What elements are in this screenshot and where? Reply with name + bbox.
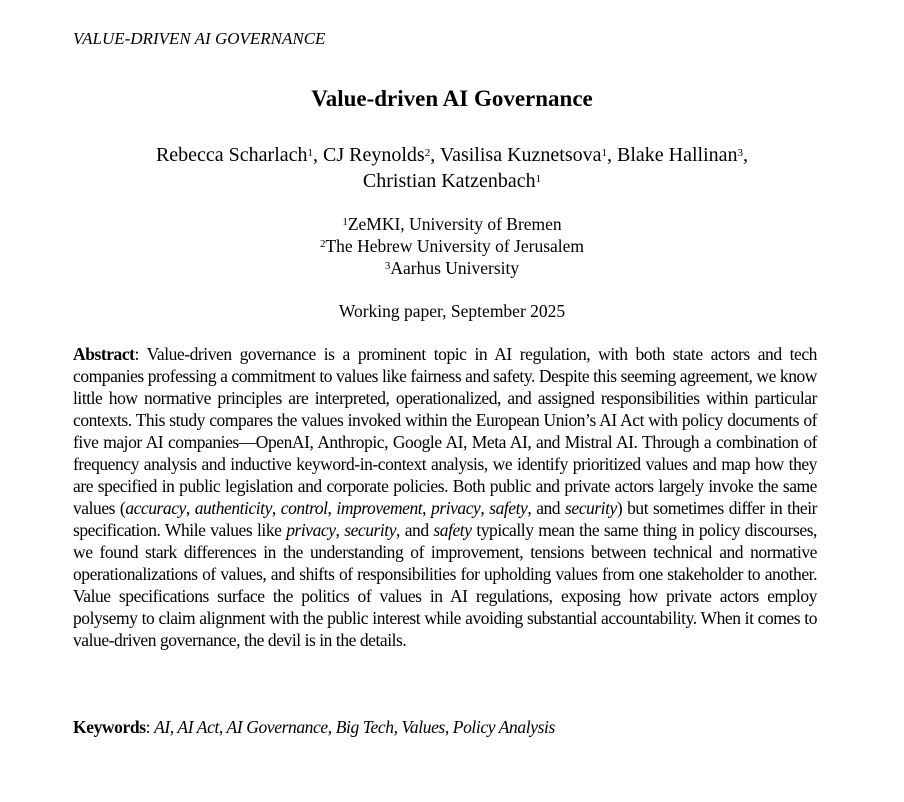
value-term: security (565, 498, 617, 518)
paper-title: Value-driven AI Governance (311, 86, 593, 111)
value-term: safety (489, 498, 528, 518)
author: Blake Hallinan$^3$, (617, 144, 749, 166)
keywords-label: Keywords (73, 717, 146, 737)
affiliation-marker: 1 (601, 147, 607, 159)
abstract-label: Abstract (73, 344, 135, 364)
value-term: control (280, 498, 328, 518)
affiliation: $^1$ZeMKI, University of Bremen (342, 214, 562, 234)
author-list (60, 142, 844, 194)
author: Vasilisa Kuznetsova$^1$, (439, 144, 617, 166)
affiliation-marker: 3 (737, 147, 744, 159)
value-term: authenticity (194, 498, 272, 518)
keywords: Keywords: AI, AI Act, AI Governance, Big Tech, Values, Policy Analysis (73, 717, 555, 737)
abstract-text: Value-driven governance is a prominent topic in AI regulation, with both state actors and tech companies professing a commitment to values like fairness and safety. Despite this seeming agreement, we know little how normative principles are interpreted, operationalized, and assigned responsibilities within particular contexts. This study compares the values invoked within the European Union’s AI Act with policy documents of five major AI companies—OpenAI, Anthropic, Google AI, Meta AI, and Mistral AI. Through a combination of frequency analysis and inductive keyword-in-context analysis, we identify prioritized values and map how they are specified in public legislation and corporate policies. Both public and private actors largely invoke the same values (accuracy, authenticity, control, improvement, privacy, safety, and security) but sometimes differ in their specification. While values like privacy, security, and safety typically mean the same thing in policy discourses, we found stark differences in the understanding of improvement, tensions between technical and normative operationalizations of values, and shifts of responsibilities for upholding values from one stakeholder to another. Value specifications surface the politics of values in AI regulations, exposing how private actors employ polysemy to claim alignment with the public interest while avoiding substantial accountability. When it comes to value-driven governance, the devil is in the details. (73, 344, 818, 650)
affiliation-marker: 1 (307, 147, 314, 159)
author: Rebecca Scharlach$^1$, (155, 144, 324, 166)
value-term: privacy (431, 498, 481, 518)
abstract: Abstract: Value-driven governance is a prominent topic in AI regulation, with both state actors and tech companies professing a commitment to values like fairness and safety. Despite this seeming agreement, we know little how normative principles are interpreted, operationalized, and assigned responsibilities within particular contexts. This study compares the values invoked within the European Union’s AI Act with policy documents of five major AI companies—OpenAI, Anthropic, Google AI, Meta AI, and Mistral AI. Through a combination of frequency analysis and inductive keyword-in-context analysis, we identify prioritized values and map how they are specified in public legislation and corporate policies. Both public and private actors largely invoke the same values (accuracy, authenticity, control, improvement, privacy, safety, and security) but sometimes differ in their specification. While values like privacy, security, and safety typically mean the same thing in policy discourses, we found stark differences in the understanding of improvement, tensions between technical and normative operationalizations of values, and shifts of responsibilities for upholding values from one stakeholder to another. Value specifications surface the politics of values in AI regulations, exposing how private actors employ polysemy to claim alignment with the public interest while avoiding substantial accountability. When it comes to value-driven governance, the devil is in the details. (73, 344, 818, 650)
value-term: security (344, 520, 397, 540)
running-head: VALUE-DRIVEN AI GOVERNANCE (73, 29, 326, 48)
affiliation-list (0, 213, 904, 279)
value-term: safety (433, 520, 472, 540)
value-term: privacy (286, 520, 336, 540)
affiliation: $^2$The Hebrew University of Jerusalem (319, 236, 585, 256)
keywords-value: AI, AI Act, AI Governance, Big Tech, Values, Policy Analysis (154, 717, 555, 737)
working-paper-date: Working paper, September 2025 (338, 301, 566, 321)
affiliation: $^3$Aarhus University (384, 258, 520, 278)
author: CJ Reynolds$^2$, (323, 144, 440, 166)
affiliation-marker: 1 (535, 173, 542, 185)
value-term: accuracy (125, 498, 186, 518)
affiliation-marker: 2 (424, 147, 431, 159)
author: Christian Katzenbach$^1$ (362, 170, 542, 192)
value-term: improvement (336, 498, 423, 518)
